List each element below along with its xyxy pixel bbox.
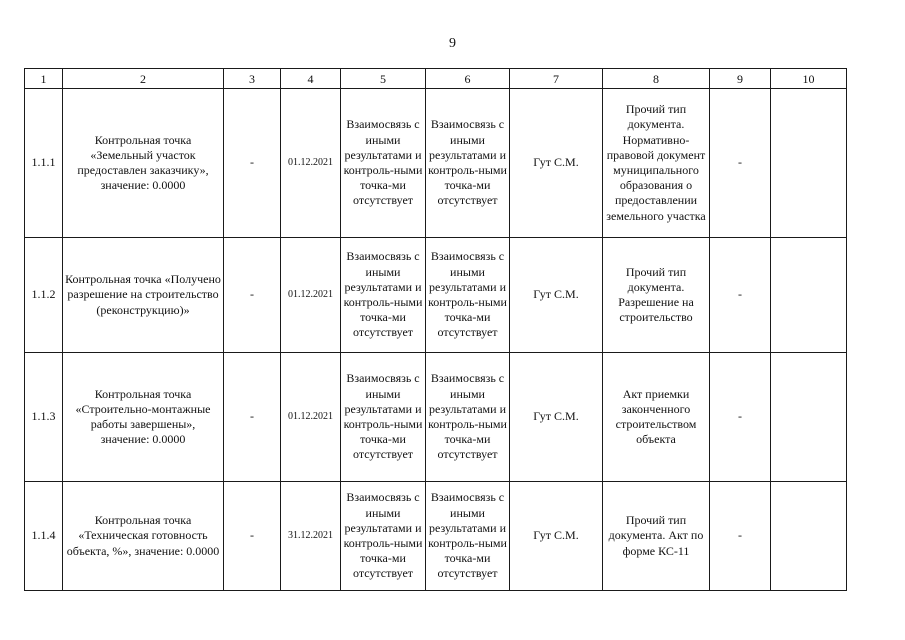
link-previous: Взаимосвязь с иными результатами и контроль-ными точка-ми отсутствует <box>341 238 426 353</box>
responsible-person: Гут С.М. <box>510 353 603 482</box>
header-row <box>25 69 847 89</box>
table-row <box>25 482 847 591</box>
control-point-description: Контрольная точка «Получено разрешение на строительство (реконструкцию)» <box>63 238 224 353</box>
control-point-description: Контрольная точка «Земельный участок предоставлен заказчику», значение: 0.0000 <box>63 89 224 238</box>
responsible-person: Гут С.М. <box>510 482 603 591</box>
table-row <box>25 89 847 238</box>
link-previous: Взаимосвязь с иными результатами и контроль-ными точка-ми отсутствует <box>341 89 426 238</box>
header-cell-9: 9 <box>710 69 771 89</box>
header-cell-3: 3 <box>224 69 281 89</box>
column-9-value: - <box>710 353 771 482</box>
table-row <box>25 238 847 353</box>
column-9-value: - <box>710 482 771 591</box>
column-10-value <box>771 89 847 238</box>
column-3-value: - <box>224 238 281 353</box>
link-next: Взаимосвязь с иными результатами и контроль-ными точка-ми отсутствует <box>426 482 510 591</box>
responsible-person: Гут С.М. <box>510 89 603 238</box>
control-point-description: Контрольная точка «Строительно-монтажные работы завершены», значение: 0.0000 <box>63 353 224 482</box>
header-cell-10: 10 <box>771 69 847 89</box>
column-3-value: - <box>224 89 281 238</box>
header-cell-2: 2 <box>63 69 224 89</box>
row-number: 1.1.2 <box>25 238 63 353</box>
column-3-value: - <box>224 482 281 591</box>
column-10-value <box>771 238 847 353</box>
control-point-description: Контрольная точка «Техническая готовность объекта, %», значение: 0.0000 <box>63 482 224 591</box>
document-type: Прочий тип документа. Акт по форме КС-11 <box>603 482 710 591</box>
due-date: 01.12.2021 <box>281 89 341 238</box>
table-row <box>25 353 847 482</box>
column-3-value: - <box>224 353 281 482</box>
row-number: 1.1.1 <box>25 89 63 238</box>
document-type: Прочий тип документа. Разрешение на строительство <box>603 238 710 353</box>
header-cell-7: 7 <box>510 69 603 89</box>
control-points-table <box>24 68 847 591</box>
header-cell-1: 1 <box>25 69 63 89</box>
column-9-value: - <box>710 89 771 238</box>
page-number: 9 <box>449 36 456 51</box>
due-date: 01.12.2021 <box>281 238 341 353</box>
header-cell-8: 8 <box>603 69 710 89</box>
row-number: 1.1.3 <box>25 353 63 482</box>
link-previous: Взаимосвязь с иными результатами и контроль-ными точка-ми отсутствует <box>341 353 426 482</box>
link-previous: Взаимосвязь с иными результатами и контроль-ными точка-ми отсутствует <box>341 482 426 591</box>
header-cell-5: 5 <box>341 69 426 89</box>
column-10-value <box>771 353 847 482</box>
column-10-value <box>771 482 847 591</box>
link-next: Взаимосвязь с иными результатами и контроль-ными точка-ми отсутствует <box>426 89 510 238</box>
column-9-value: - <box>710 238 771 353</box>
due-date: 01.12.2021 <box>281 353 341 482</box>
header-cell-4: 4 <box>281 69 341 89</box>
due-date: 31.12.2021 <box>281 482 341 591</box>
header-cell-6: 6 <box>426 69 510 89</box>
responsible-person: Гут С.М. <box>510 238 603 353</box>
link-next: Взаимосвязь с иными результатами и контроль-ными точка-ми отсутствует <box>426 353 510 482</box>
document-type: Прочий тип документа. Нормативно-правовой документ муниципального образования о предоставлении земельного участка <box>603 89 710 238</box>
document-type: Акт приемки законченного строительством объекта <box>603 353 710 482</box>
row-number: 1.1.4 <box>25 482 63 591</box>
link-next: Взаимосвязь с иными результатами и контроль-ными точка-ми отсутствует <box>426 238 510 353</box>
